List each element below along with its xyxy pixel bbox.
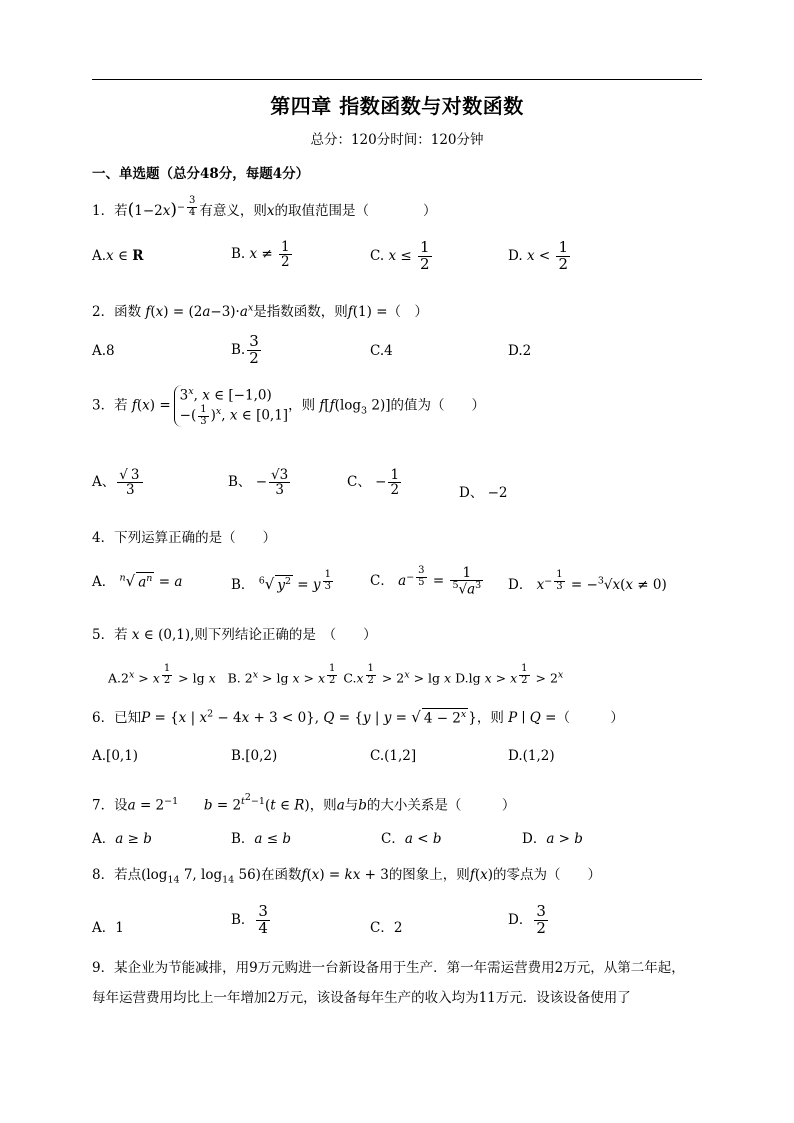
question-9-line-2: 每年运营费用均比上一年增加2万元，该设备每年生产的收入均为11万元．设该设备使用了 bbox=[92, 990, 631, 1006]
header-rule bbox=[92, 79, 702, 80]
q3-option-b: B、 − $\frac{√3}{3}$ bbox=[228, 467, 289, 499]
q1-option-c: C. x ≤ $\frac{1}{2}$ bbox=[370, 238, 430, 273]
q3-option-d: D、 −2 bbox=[459, 485, 508, 501]
question-3: 3．若 f(x) = $3^x$, x ∈ [−1,0) −( $\frac{1}{3}$ )$^x$, x ∈ [0,1] ，则 $f[f(\log_3$ 2)]的值为（ ） bbox=[92, 386, 485, 427]
q6-option-d: D.(1,2) bbox=[508, 748, 555, 764]
q2-option-c: C.4 bbox=[370, 343, 393, 359]
question-7: 7．设$a = 2^{-1}$ $b = 2^{t^2-1}(t$ ∈ R)，则a与b的大小关系是（ ） bbox=[92, 792, 516, 814]
q7-option-a: A．a ≥ b bbox=[92, 831, 152, 847]
question-2: 2．函数 $f(x) = (2a-3)\cdot a^x$是指数函数，则f(1) =（ ） bbox=[92, 302, 429, 320]
page-subtitle: 总分：120分时间：120分钟 bbox=[310, 132, 484, 148]
q4-option-a: A． $^n$√ $a^n = a$ bbox=[92, 572, 183, 590]
q3-option-c: C、 − $\frac{1}{2}$ bbox=[347, 467, 400, 499]
q3-option-a: A、 $\frac{√ 3}{3}$ bbox=[92, 468, 145, 497]
section-heading: 一、单选题（总分48分，每题4分） bbox=[92, 166, 310, 182]
q8-option-c: C．2 bbox=[370, 920, 403, 936]
q7-option-c: C．a < b bbox=[381, 831, 442, 847]
question-5: 5．若 x ∈ (0,1),则下列结论正确的是 （ ） bbox=[92, 627, 377, 643]
q8-option-d: D． $\frac{3}{2}$ bbox=[508, 902, 546, 937]
q4-option-d: D． $x^{- \frac{1}{3}}$ = −$^3$√x(x ≠ 0) bbox=[508, 569, 667, 593]
q4-option-b: B． $^6$√ $y^2 = y$ $^{\frac{1}{3}}$ bbox=[231, 569, 331, 593]
q1-option-b: B. x ≠ $\frac{1}{2}$ bbox=[231, 239, 290, 271]
question-1: 1．若$(1-2x)^{- \frac{3}{4}}$ 有意义，则x的取值范围是（ ） bbox=[92, 195, 437, 220]
q2-option-a: A.8 bbox=[92, 343, 115, 359]
q8-option-a: A．1 bbox=[92, 920, 124, 936]
q5-options: $A.2^x > x$ $^{\frac{1}{2}}$ > lg x B. $2^x > \lg x > x$ $^{\frac{1}{2}}$ C.x $^{\frac{1}{2}}$ > $2^x > \lg x$ D.lg x > x $^{\frac{1}{2}}$ > $2^x$ bbox=[108, 663, 564, 686]
page-title: 第四章 指数函数与对数函数 bbox=[270, 94, 524, 118]
q7-option-d: D．a > b bbox=[522, 831, 583, 847]
q2-option-b: B. $\frac{3}{2}$ bbox=[231, 332, 259, 367]
q6-option-a: A.[0,1) bbox=[92, 748, 139, 764]
question-8: 8．若点($\log_{14}$ 7, $\log_{14} 56$)在函数f(x) = kx + 3的图象上，则f(x)的零点为（ ） bbox=[92, 867, 601, 886]
question-6: 6．已知P = {x | $x^2 - 4x + 3 < 0$}, Q = {y | y = √ $4 - 2^x$ }，则 P ∣ Q =（ ） bbox=[92, 708, 624, 726]
q8-option-b: B． $\frac{3}{4}$ bbox=[231, 902, 268, 937]
q6-option-c: C.(1,2] bbox=[370, 748, 417, 764]
question-4: 4．下列运算正确的是（ ） bbox=[92, 530, 277, 546]
q2-option-d: D.2 bbox=[508, 343, 532, 359]
q4-option-c: C． $a^{- \frac{3}{5}}$ = $\frac{1}{^5√a^3}$ bbox=[370, 565, 482, 598]
q6-option-b: B.[0,2) bbox=[231, 748, 278, 764]
q1-option-a: A.x ∈ R bbox=[92, 248, 144, 264]
q1-option-d: D. x < $\frac{1}{2}$ bbox=[508, 238, 569, 273]
q7-option-b: B．a ≤ b bbox=[231, 831, 292, 847]
question-9-line-1: 9．某企业为节能减排，用9万元购进一台新设备用于生产．第一年需运营费用2万元，从第二年起， bbox=[92, 960, 685, 976]
